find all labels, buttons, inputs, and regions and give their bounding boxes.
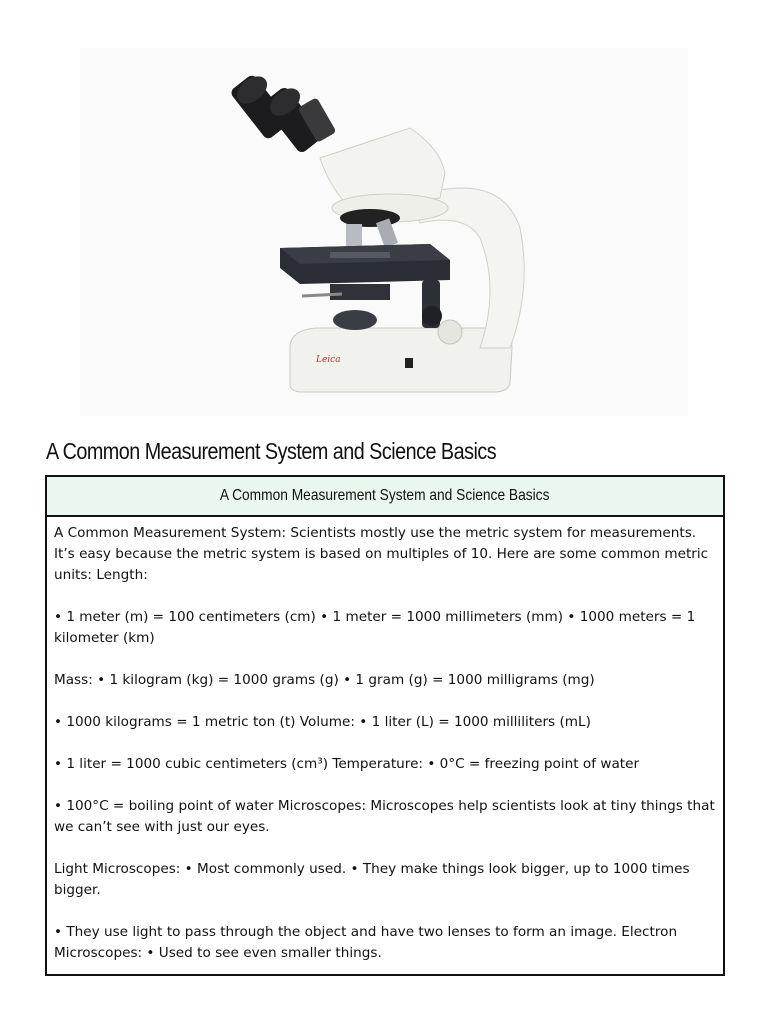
brand-logo: Leica <box>316 355 341 365</box>
card-header <box>47 477 723 517</box>
microscope-image <box>80 48 688 416</box>
paragraph: Mass: • 1 kilogram (kg) = 1000 grams (g) • 1 gram (g) = 1000 milligrams (mg) <box>54 672 595 688</box>
paragraph: • 1000 kilograms = 1 metric ton (t) Volume: • 1 liter (L) = 1000 milliliters (mL) <box>54 714 591 730</box>
card-body <box>47 517 723 964</box>
power-switch <box>405 358 413 368</box>
paragraph: • 100°C = boiling point of water Microscopes: Microscopes help scientists look at tiny things that we can’t see with just our eyes. <box>54 798 715 835</box>
paragraph: • 1 liter = 1000 cubic centimeters (cm³) Temperature: • 0°C = freezing point of water <box>54 756 640 772</box>
content-card <box>45 475 725 976</box>
microscope-illustration <box>80 48 688 416</box>
paragraph: A Common Measurement System: Scientists mostly use the metric system for measurements. It’s easy because the metric system is based on multiples of 10. Here are some common metric units: Length: <box>54 525 709 583</box>
card-header-label: A Common Measurement System and Science Basics <box>220 487 550 504</box>
paragraph: Light Microscopes: • Most commonly used. • They make things look bigger, up to 1000 times bigger. <box>54 861 690 898</box>
page-title: A Common Measurement System and Science Basics <box>46 438 497 464</box>
paragraph: • 1 meter (m) = 100 centimeters (cm) • 1 meter = 1000 millimeters (mm) • 1000 meters = 1 kilometer (km) <box>54 609 696 646</box>
paragraph: • They use light to pass through the object and have two lenses to form an image. Electron Microscopes: • Used to see even smaller things. <box>54 924 678 961</box>
